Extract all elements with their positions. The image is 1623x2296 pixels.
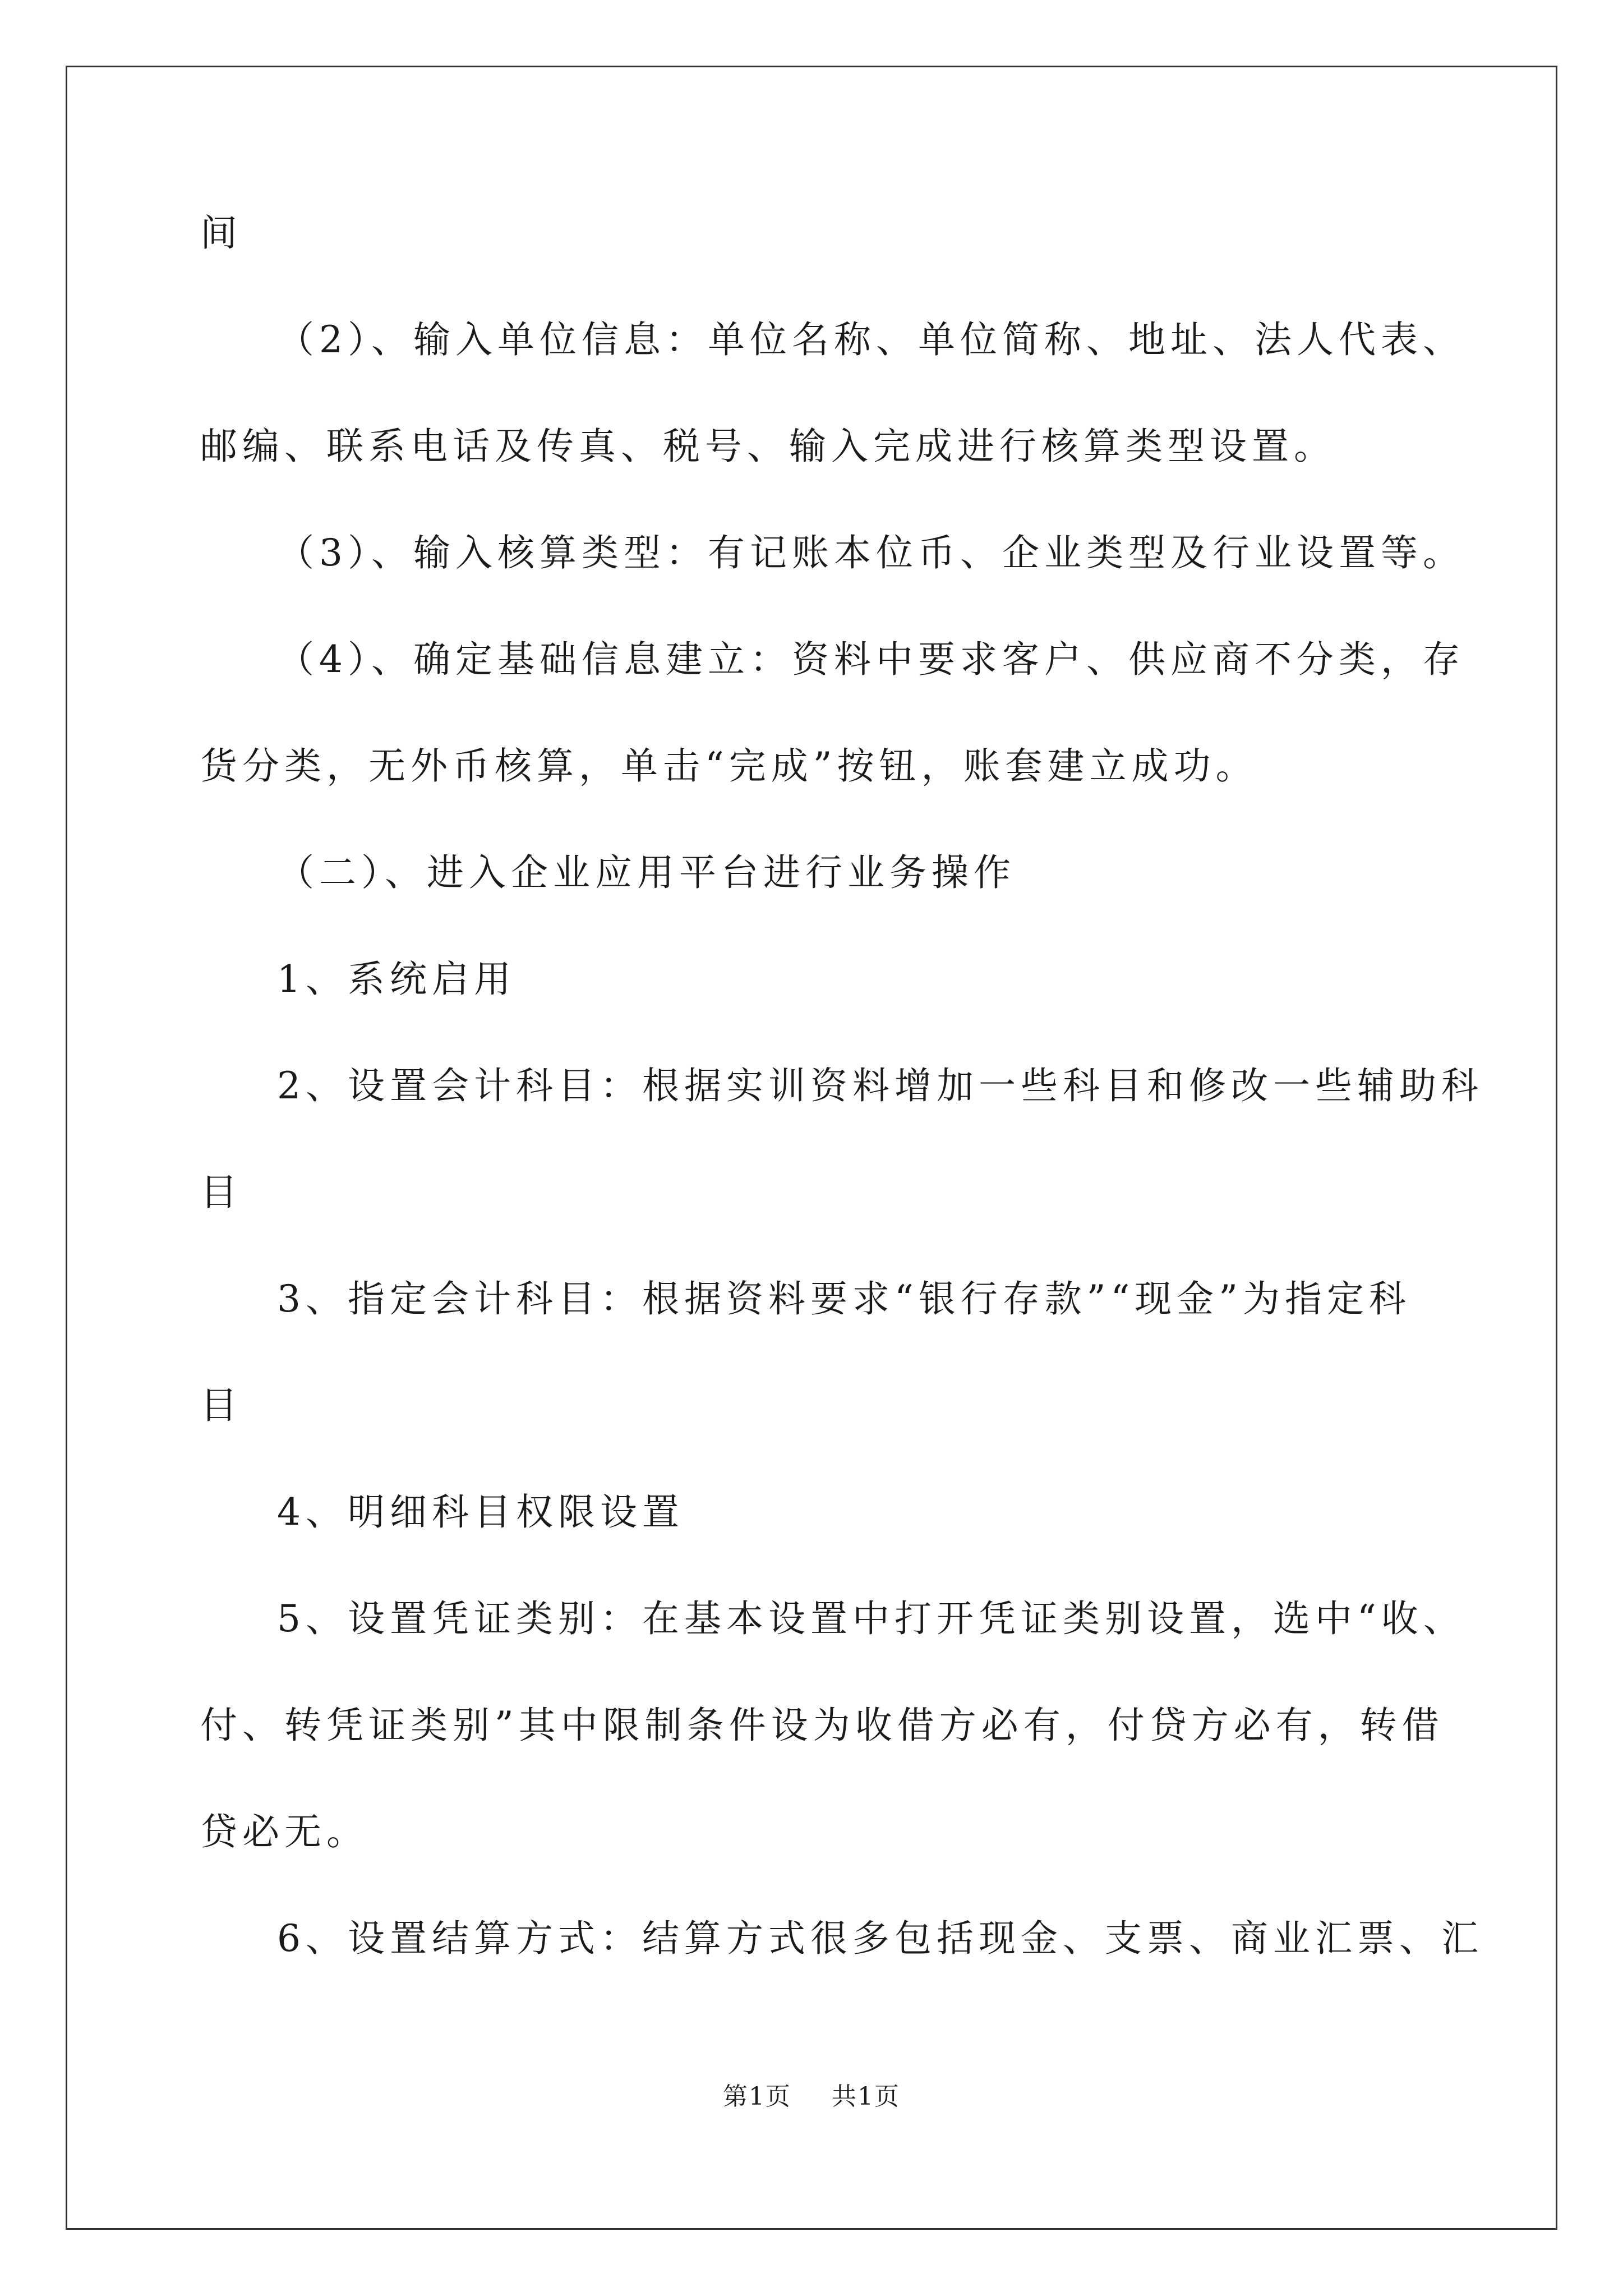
page-footer [0,2080,1623,2114]
page-number: 第1页 [723,2082,791,2111]
text-line: （2）、输入单位信息：单位名称、单位简称、地址、法人代表、 [277,318,1465,361]
text-line: （4）、确定基础信息建立：资料中要求客户、供应商不分类，存 [277,638,1465,681]
text-line: 3、指定会计科目：根据资料要求“银行存款”“现金”为指定科 [277,1277,1411,1320]
text-line: 贷必无。 [200,1810,368,1853]
text-line: 目 [200,1384,242,1427]
text-line: 邮编、联系电话及传真、税号、输入完成进行核算类型设置。 [200,425,1336,468]
text-line: 间 [200,211,242,255]
page-total: 共1页 [832,2082,900,2111]
text-line: （二）、进入企业应用平台进行业务操作 [277,851,1016,894]
text-line: 付、转凭证类别”其中限制条件设为收借方必有，付贷方必有，转借 [200,1704,1444,1747]
text-line: 2、设置会计科目：根据实训资料增加一些科目和修改一些辅助科 [277,1064,1483,1107]
text-line: （3）、输入核算类型：有记账本位币、企业类型及行业设置等。 [277,531,1465,574]
text-line: 货分类，无外币核算，单击“完成”按钮，账套建立成功。 [200,744,1258,788]
text-line: 6、设置结算方式：结算方式很多包括现金、支票、商业汇票、汇 [277,1917,1483,1960]
text-line: 目 [200,1171,242,1214]
document-body [200,206,1483,2018]
text-line: 1、系统启用 [277,958,516,1001]
text-line: 4、明细科目权限设置 [277,1490,684,1534]
text-line: 5、设置凭证类别：在基本设置中打开凭证类别设置，选中“收、 [277,1597,1465,1640]
